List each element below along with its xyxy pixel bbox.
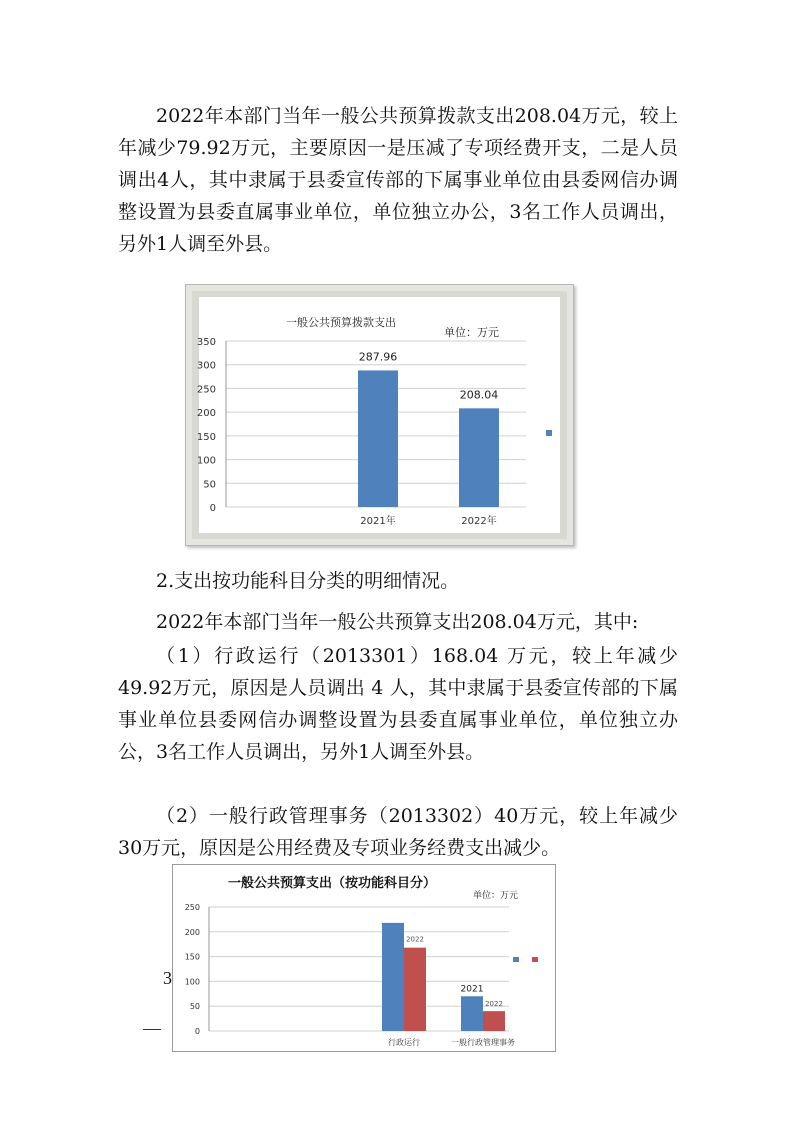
y-tick-label: 0	[194, 1027, 200, 1036]
bar-2021年	[358, 370, 398, 507]
bar-series2-行政运行	[404, 948, 426, 1031]
legend-marker	[546, 430, 552, 436]
y-tick-label: 200	[196, 408, 216, 420]
bar-value-label: 208.04	[459, 388, 499, 402]
y-tick-label: 100	[196, 455, 216, 467]
y-tick-label: 200	[184, 927, 200, 937]
section-heading: 2.支出按功能科目分类的明细情况。	[156, 570, 460, 592]
x-tick-label: 行政运行	[388, 1038, 420, 1047]
bar-data-label: 2022	[406, 935, 424, 944]
chart-unit-label: 单位：万元	[473, 891, 519, 901]
x-tick-label: 一般行政管理事务	[451, 1038, 515, 1047]
chart-functional-frame	[172, 864, 556, 1052]
bar-2022年	[459, 408, 499, 507]
y-tick-label: 250	[196, 384, 216, 396]
chart-appropriation	[186, 285, 573, 545]
legend-marker-series2	[532, 957, 538, 962]
bar-data-label: 2022	[485, 1000, 503, 1009]
chart-appropriation-frame	[185, 284, 574, 546]
y-tick-label: 250	[184, 903, 200, 912]
y-tick-label: 300	[196, 360, 216, 372]
chart-title: 一般公共预算支出（按功能科目分）	[228, 876, 437, 891]
y-tick-label: 50	[189, 1002, 200, 1012]
y-tick-label: 350	[196, 337, 216, 348]
chart-unit-label: 单位：万元	[444, 326, 499, 339]
paragraph-item-1: （1）行政运行（2013301）168.04 万元，较上年减少49.92万元，原因是人员调出 4 人，其中隶属于县委宣传部的下属事业单位县委网信办调整设置为县委直属事业单位，单位独立办公，3名工作人员调出，另外1人调至外县。	[118, 645, 678, 763]
y-tick-label: 150	[184, 952, 200, 962]
page-number: 3	[163, 968, 172, 988]
bar-data-label: 2021	[460, 984, 484, 995]
paragraph-item-2: （2）一般行政管理事务（2013302）40万元，较上年减少30万元，原因是公用经费及专项业务经费支出减少。	[118, 805, 678, 859]
paragraph-budget-summary: 2022年本部门当年一般公共预算拨款支出208.04万元，较上年减少79.92万元，主要原因一是压减了专项经费开支，二是人员调出4人，其中隶属于县委宣传部的下属事业单位由县委网信办调整设置为县委直属事业单位，单位独立办公，3名工作人员调出，另外1人调至外县。	[118, 105, 678, 255]
x-tick-label: 2022年	[461, 516, 497, 527]
paragraph-expenditure-total: 2022年本部门当年一般公共预算支出208.04万元，其中:	[156, 611, 639, 633]
bar-series2-一般行政管理事务	[483, 1011, 505, 1031]
y-tick-label: 0	[209, 503, 216, 514]
bar-series1-一般行政管理事务	[461, 996, 483, 1031]
y-tick-label: 50	[203, 479, 216, 491]
chart-functional	[173, 865, 555, 1051]
bar-series1-行政运行	[382, 923, 404, 1031]
x-tick-label: 2021年	[360, 516, 396, 527]
chart-title: 一般公共预算拨款支出	[286, 316, 396, 329]
legend-marker-series1	[513, 957, 519, 962]
y-tick-label: 100	[184, 977, 200, 987]
bar-value-label: 287.96	[358, 350, 398, 364]
footer-dash: —	[143, 1018, 161, 1038]
y-tick-label: 150	[196, 431, 216, 443]
